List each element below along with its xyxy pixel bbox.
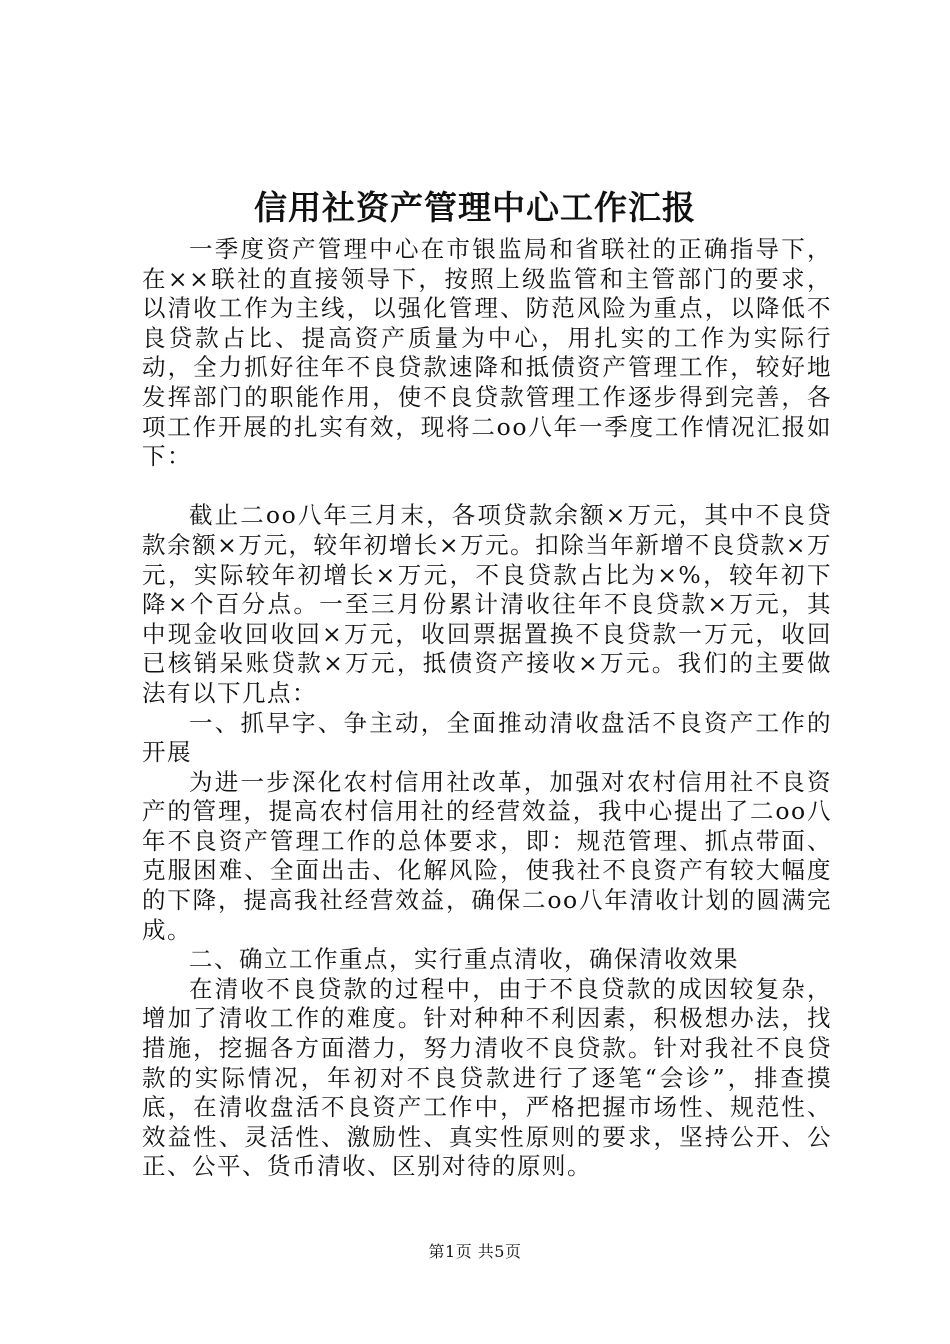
- paragraph-summary: 截止二oo八年三月末，各项贷款余额×万元，其中不良贷款余额×万元，较年初增长×万元。扣除当年新增不良贷款×万元，实际较年初增长×万元，不良贷款占比为×%，较年初下降×个百分点。一至三月份累计清收往年不良贷款×万元，其中现金收回收回×万元，收回票据置换不良贷款一万元，收回已核销呆账贷款×万元，抵债资产接收×万元。我们的主要做法有以下几点：: [142, 501, 832, 707]
- page-footer: 第1页 共5页: [428, 1242, 522, 1261]
- document-title: 信用社资产管理中心工作汇报: [254, 188, 696, 227]
- section-heading-2: 二、确立工作重点，实行重点清收，确保清收效果: [189, 945, 739, 974]
- paragraph-section-2: 在清收不良贷款的过程中，由于不良贷款的成因较复杂，增加了清收工作的难度。针对种种不利因素，积极想办法，找措施，挖掘各方面潜力，努力清收不良贷款。针对我社不良贷款的实际情况，年初对不良贷款进行了逐笔“会诊”，排查摸底，在清收盘活不良资产工作中，严格把握市场性、规范性、效益性、灵活性、激励性、真实性原则的要求，坚持公开、公正、公平、货币清收、区别对待的原则。: [142, 974, 832, 1181]
- paragraph-intro: 一季度资产管理中心在市银监局和省联社的正确指导下，在××联社的直接领导下，按照上级监管和主管部门的要求，以清收工作为主线，以强化管理、防范风险为重点，以降低不良贷款占比、提高资产质量为中心，用扎实的工作为实际行动，全力抓好往年不良贷款速降和抵债资产管理工作，较好地发挥部门的职能作用，使不良贷款管理工作逐步得到完善，各项工作开展的扎实有效，现将二oo八年一季度工作情况汇报如下：: [142, 235, 832, 471]
- section-heading-1: 一、抓早字、争主动，全面推动清收盘活不良资产工作的开展: [142, 708, 832, 767]
- document-body: [142, 235, 832, 1182]
- paragraph-section-1: 为进一步深化农村信用社改革，加强对农村信用社不良资产的管理，提高农村信用社的经营效益，我中心提出了二oo八年不良资产管理工作的总体要求，即：规范管理、抓点带面、克服困难、全面出击、化解风险，使我社不良资产有较大幅度的下降，提高我社经营效益，确保二oo八年清收计划的圆满完成。: [142, 767, 832, 944]
